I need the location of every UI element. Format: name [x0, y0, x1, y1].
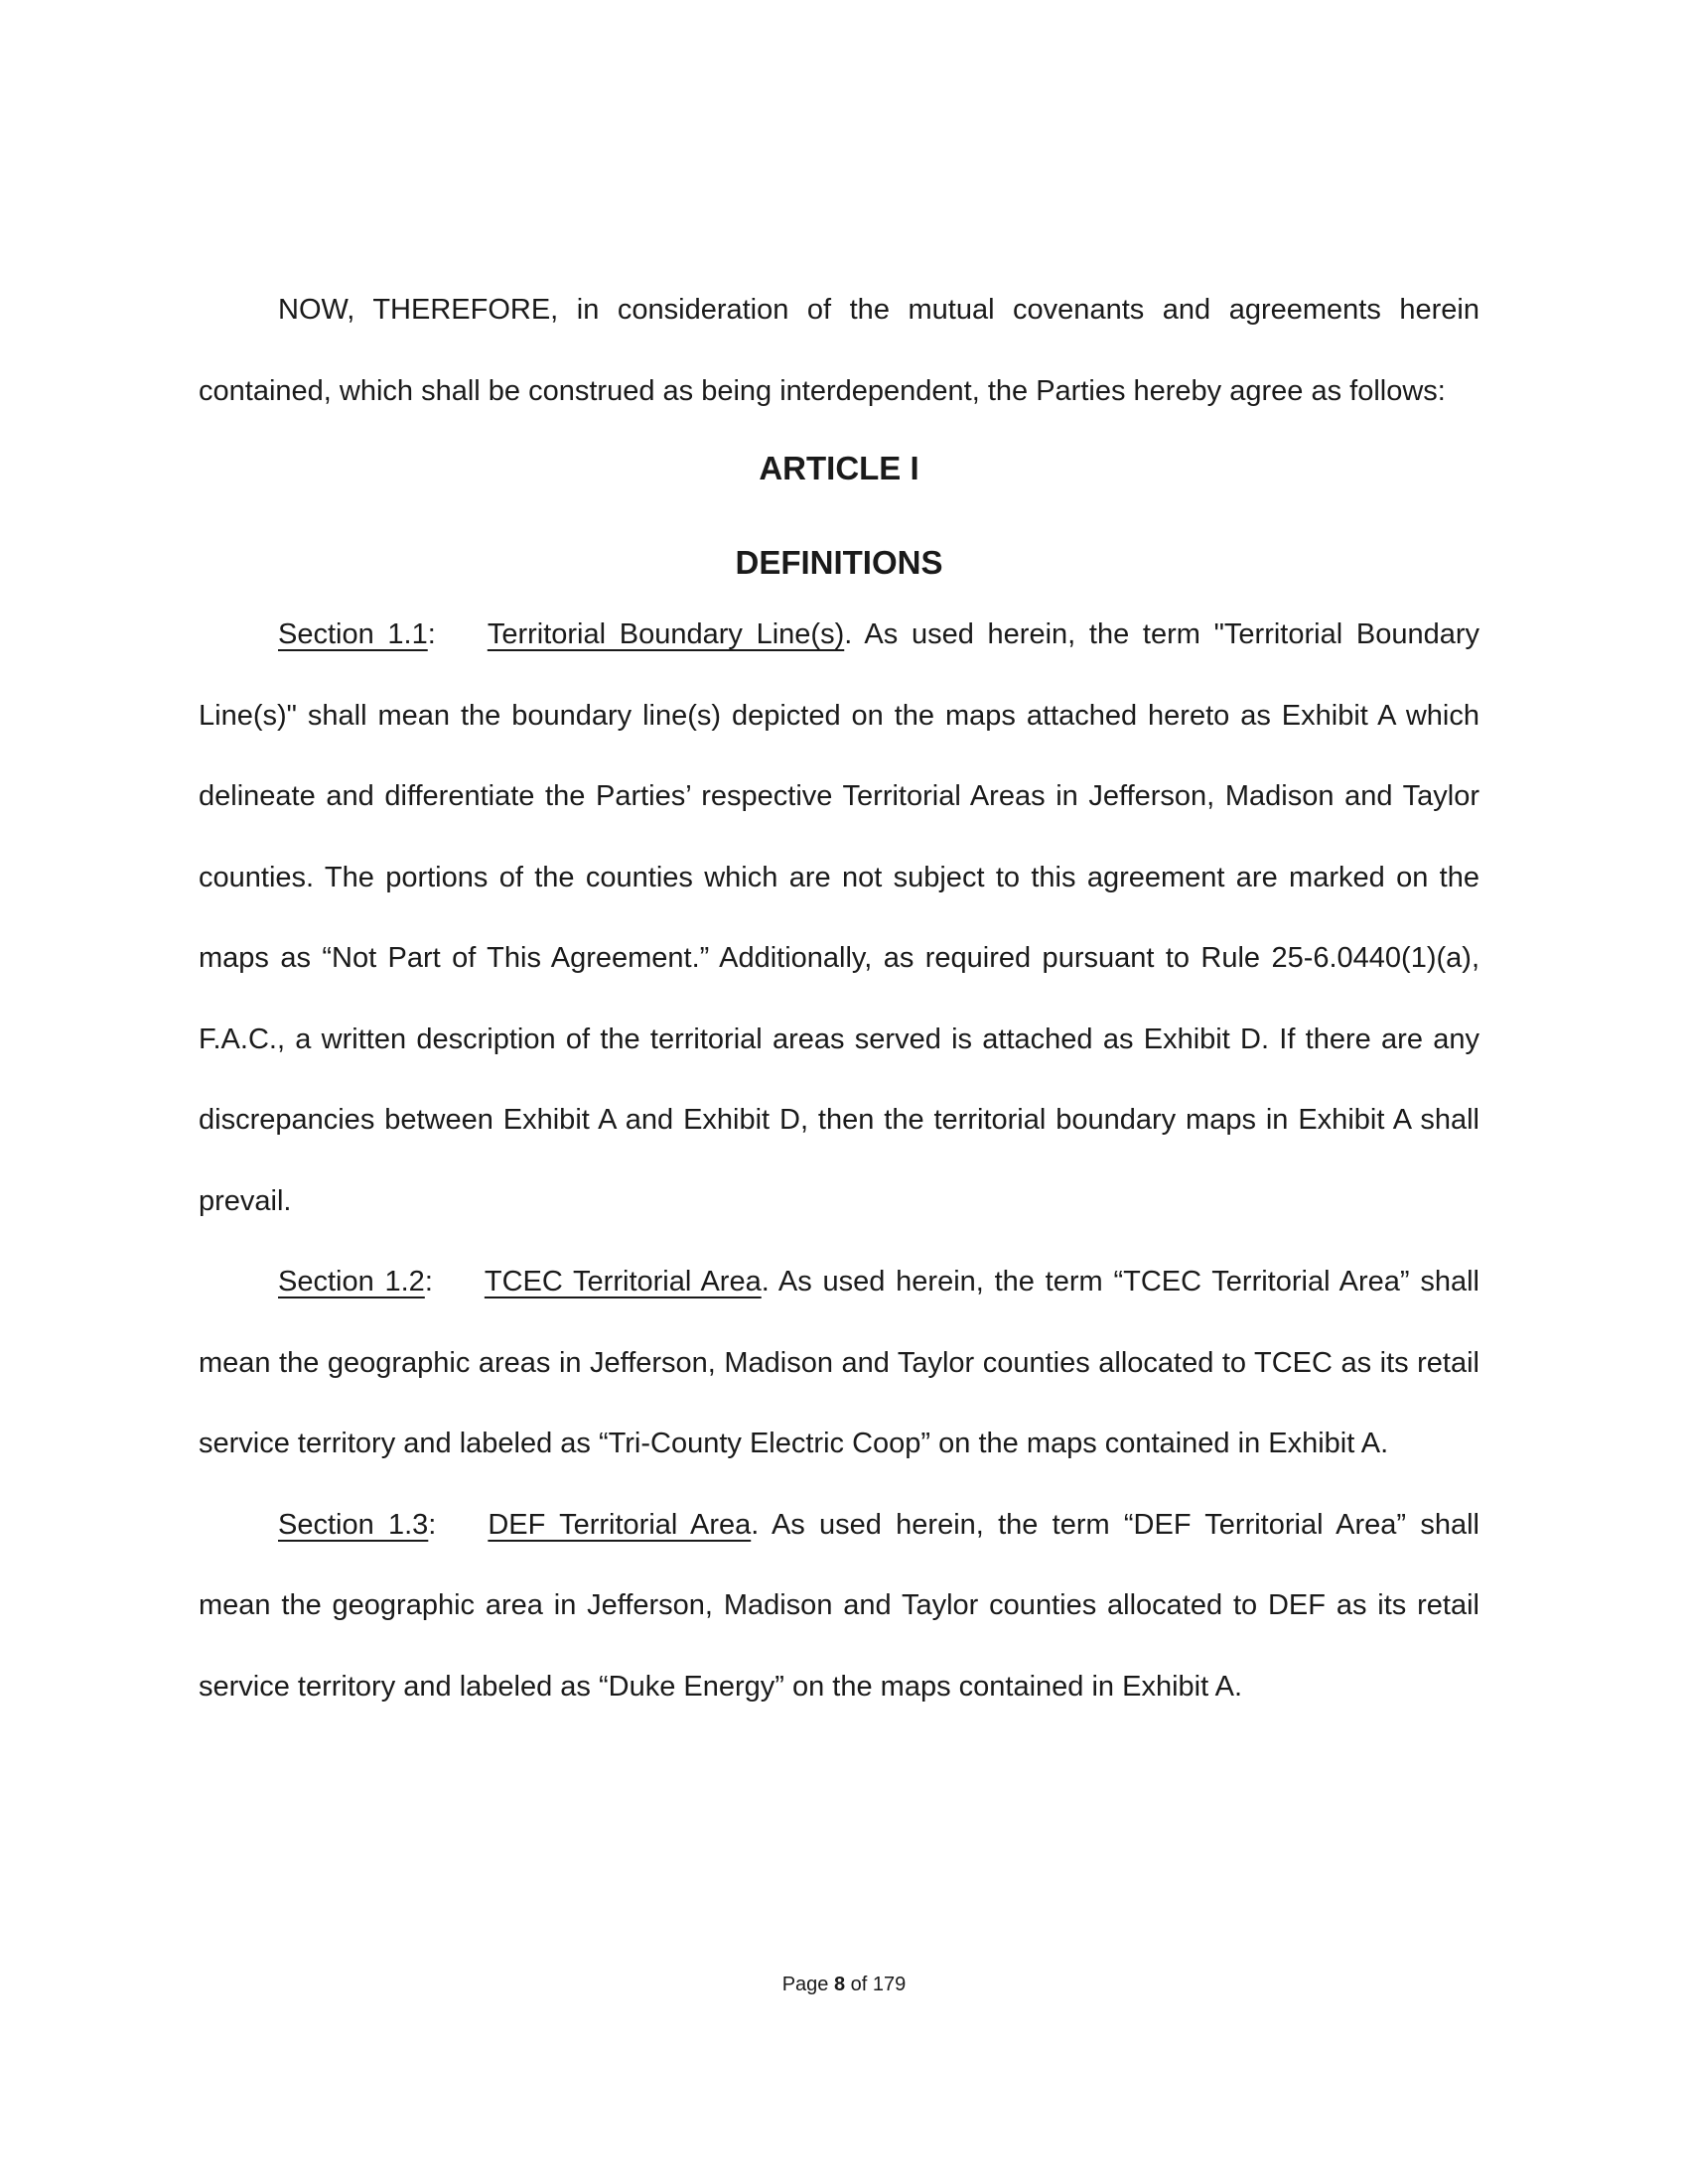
section-1-2-label: Section 1.2 [278, 1266, 425, 1297]
section-1-3-title: DEF Territorial Area [488, 1508, 752, 1541]
section-1-3-colon: : [428, 1508, 437, 1541]
current-page-number: 8 [833, 1974, 846, 1995]
footer-prefix: Page [781, 1974, 834, 1995]
section-1-3-paragraph [199, 1485, 1479, 1728]
definitions-heading: DEFINITIONS [735, 544, 943, 581]
preamble-paragraph: NOW, THEREFORE, in consideration of the mutual covenants and agreements herein contained, which shall be construed as being interdependent, the Parties hereby agree as follows: [199, 294, 1479, 407]
section-1-1-title: Territorial Boundary Line(s) [487, 618, 845, 650]
section-1-1-label: Section 1.1 [278, 618, 428, 650]
section-1-2-title: TCEC Territorial Area [484, 1266, 762, 1297]
section-1-2-paragraph [199, 1242, 1479, 1485]
footer-middle: of [845, 1974, 873, 1995]
document-body [199, 270, 1479, 1727]
section-1-1-body: . As used herein, the term "Territorial Boundary Line(s)" shall mean the boundary line(s) depicted on the maps attached hereto as Exhibit A which delineate and differentiate the Parties’ respective Territorial Areas in Jefferson, Madison and Taylor counties. The portions of the counties which are not subject to this agreement are marked on the maps as “Not Part of This Agreement.” Additionally, as required pursuant to Rule 25-6.0440(1)(a), F.A.C., a written description of the territorial areas served is attached as Exhibit D. If there are any discrepancies between Exhibit A and Exhibit D, then the territorial boundary maps in Exhibit A shall prevail. [199, 618, 1479, 1217]
section-1-1-colon: : [427, 618, 436, 650]
section-1-2-colon: : [424, 1266, 433, 1297]
total-page-count: 179 [872, 1974, 907, 1995]
article-heading: ARTICLE I [759, 450, 919, 486]
page-footer [0, 1972, 1688, 1997]
section-1-1-paragraph [199, 595, 1479, 1242]
section-1-3-label: Section 1.3 [278, 1508, 429, 1541]
section-1-3-body: . As used herein, the term “DEF Territorial Area” shall mean the geographic area in Jefferson, Madison and Taylor counties allocated to DEF as its retail service territory and labeled as “Duke Energy” on the maps contained in Exhibit A. [199, 1508, 1479, 1703]
section-1-2-body: . As used herein, the term “TCEC Territorial Area” shall mean the geographic areas in Jefferson, Madison and Taylor counties allocated to TCEC as its retail service territory and labeled as “Tri-County Electric Coop” on the maps contained in Exhibit A. [199, 1266, 1479, 1459]
